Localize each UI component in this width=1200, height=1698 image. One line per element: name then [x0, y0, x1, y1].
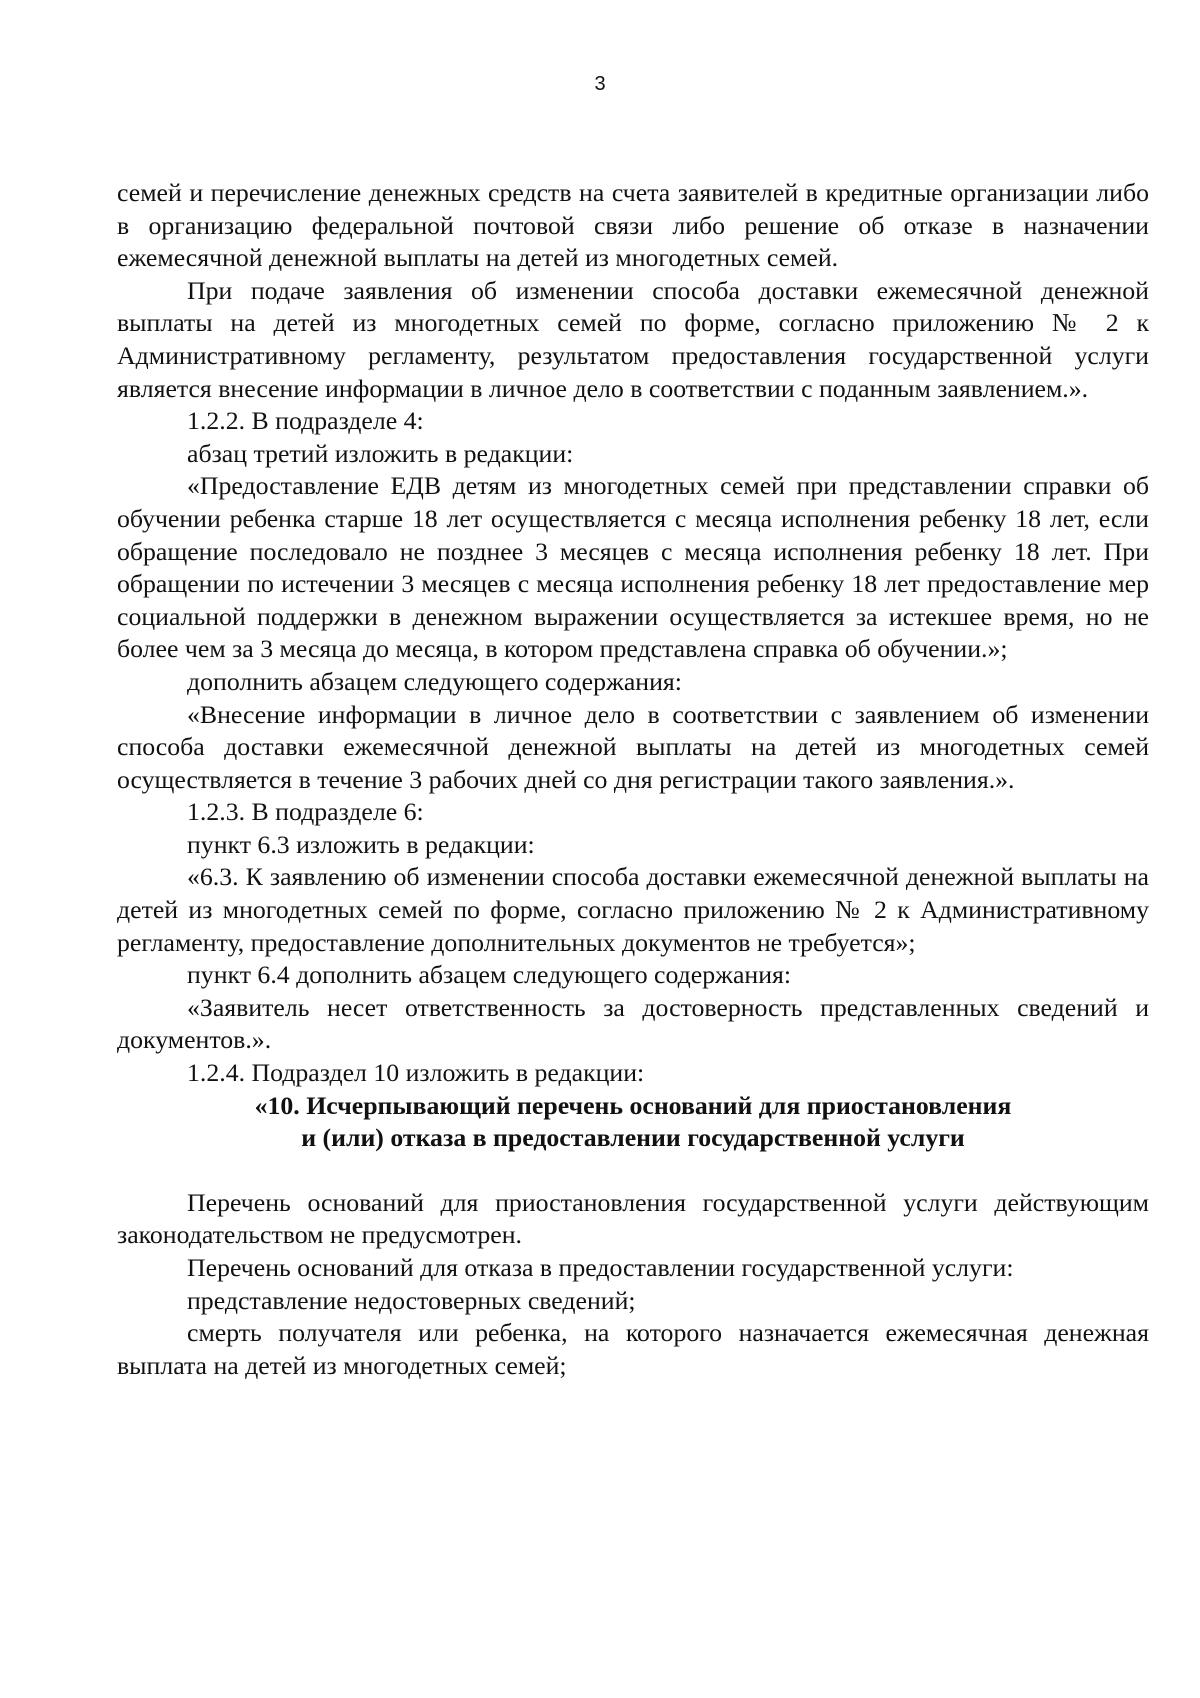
- paragraph-continuation: семей и перечисление денежных средств на счета заявителей в кредитные организации либо в организацию федеральной почтовой связи либо решение об отказе в назначении ежемесячной денежной выплаты на детей из многодетных семей.: [117, 178, 1149, 273]
- paragraph-info-entry: «Внесение информации в личное дело в соответствии с заявлением об изменении способа доставки ежемесячной денежной выплаты на детей из многодетных семей осуществляется в течение 3 рабочих дней со дня регистрации такого заявления.».: [117, 699, 1149, 794]
- section-heading-line-1: «10. Исчерпывающий перечень оснований для приостановления: [254, 1090, 1012, 1120]
- clause-1-2-4: 1.2.4. Подраздел 10 изложить в редакции:: [187, 1058, 645, 1088]
- paragraph-instruction: пункт 6.3 изложить в редакции:: [187, 829, 535, 859]
- paragraph-refusal-ground: представление недостоверных сведений;: [187, 1285, 636, 1315]
- paragraph-refusal-grounds-intro: Перечень оснований для отказа в предоставлении государственной услуги:: [187, 1253, 1014, 1282]
- paragraph-point-6-3: «6.3. К заявлению об изменении способа доставки ежемесячной денежной выплаты на детей из многодетных семей по форме, согласно приложению № 2 к Административному регламенту, предоставление дополнительных документов не требуется»;: [117, 862, 1149, 957]
- paragraph-instruction: пункт 6.4 дополнить абзацем следующего содержания:: [187, 960, 792, 990]
- paragraph-suspension-grounds: Перечень оснований для приостановления государственной услуги действующим законодательством не предусмотрен.: [117, 1187, 1149, 1250]
- paragraph-refusal-ground: смерть получателя или ребенка, на которого назначается ежемесячная денежная выплата на детей из многодетных семей;: [117, 1318, 1149, 1380]
- paragraph-delivery-change-result: При подаче заявления об изменении способа доставки ежемесячной денежной выплаты на детей из многодетных семей по форме, согласно приложению № 2 к Административному регламенту, результатом предоставления государственной услуги является внесение информации в личное дело в соответствии с поданным заявлением.».: [117, 275, 1149, 403]
- document-body: [117, 177, 1149, 1382]
- paragraph-instruction: дополнить абзацем следующего содержания:: [187, 666, 682, 696]
- paragraph-edv-provision: «Предоставление ЕДВ детям из многодетных семей при представлении справки об обучении ребенка старше 18 лет осуществляется с месяца исполнения ребенку 18 лет, если обращение последовало не позднее 3 месяцев с месяца исполнения ребенку 18 лет. При обращении по истечении 3 месяцев с месяца исполнения ребенку 18 лет предоставление мер социальной поддержки в денежном выражении осуществляется за истекшее время, но не более чем за 3 месяца до месяца, в котором представлена справка об обучении.»;: [117, 471, 1149, 664]
- page-number: 3: [594, 73, 606, 95]
- clause-1-2-2: 1.2.2. В подразделе 4:: [187, 406, 424, 436]
- paragraph-instruction: абзац третий изложить в редакции:: [187, 438, 574, 468]
- paragraph-applicant-responsibility: «Заявитель несет ответственность за достоверность представленных сведений и документов.».: [117, 992, 1149, 1055]
- heading-spacer: [117, 1155, 1149, 1187]
- section-heading-line-2: и (или) отказа в предоставлении государственной услуги: [301, 1123, 965, 1153]
- clause-1-2-3: 1.2.3. В подразделе 6:: [187, 797, 424, 827]
